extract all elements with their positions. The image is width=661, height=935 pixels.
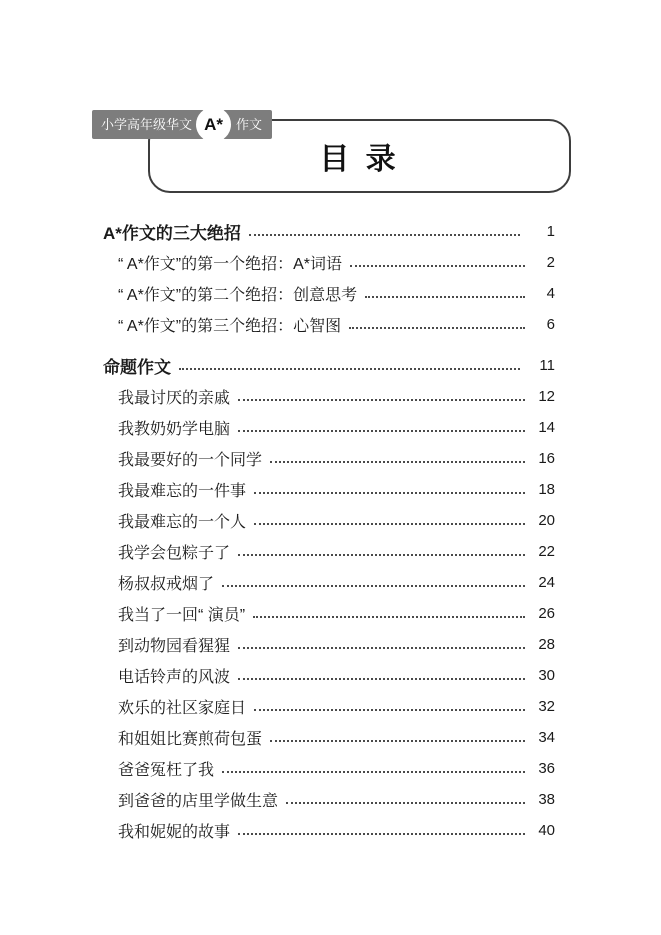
- toc-page-number: 2: [546, 254, 555, 271]
- toc-page-number: 14: [538, 419, 555, 436]
- dot-leader: [238, 554, 525, 556]
- toc-page-number: 30: [538, 667, 555, 684]
- toc-page-number: 12: [538, 388, 555, 405]
- dot-leader: [270, 740, 525, 742]
- toc-entry-label: 到动物园看猩猩: [118, 638, 231, 655]
- toc-page-number: 38: [538, 791, 555, 808]
- toc-entry: [103, 815, 555, 846]
- toc-entry-label: 我和妮妮的故事: [118, 824, 231, 841]
- series-badge-logo: A*: [196, 107, 231, 142]
- toc-page-number: 11: [539, 357, 555, 374]
- toc-entry: [103, 247, 555, 278]
- dot-leader: [349, 327, 525, 329]
- dot-leader: [238, 647, 525, 649]
- toc-entry: [103, 278, 555, 309]
- toc-entry: [103, 691, 555, 722]
- toc-entry: [103, 505, 555, 536]
- toc-section-heading: [103, 216, 555, 247]
- dot-leader: [365, 296, 525, 298]
- series-badge: [92, 107, 272, 142]
- toc-entry-label: 杨叔叔戒烟了: [118, 576, 215, 593]
- toc-entry-label: A*作文的三大绝招: [103, 224, 241, 243]
- toc-page-number: 36: [538, 760, 555, 777]
- toc-section-heading: [103, 350, 555, 381]
- dot-leader: [253, 616, 525, 618]
- dot-leader: [222, 771, 525, 773]
- toc-page-number: 32: [538, 698, 555, 715]
- toc-entry: [103, 567, 555, 598]
- toc-entry: [103, 598, 555, 629]
- toc-entry-label: “ A*作文”的第一个绝招：A*词语: [118, 256, 343, 273]
- toc-page-number: 4: [546, 285, 555, 302]
- toc-entry: [103, 753, 555, 784]
- dot-leader: [350, 265, 525, 267]
- page-title: 目 录: [319, 143, 400, 176]
- dot-leader: [238, 678, 525, 680]
- toc-page-number: 1: [546, 223, 555, 240]
- toc-entry-label: 我教奶奶学电脑: [118, 421, 231, 438]
- toc-page-number: 18: [538, 481, 555, 498]
- toc-page-number: 40: [538, 822, 555, 839]
- toc-page-number: 24: [538, 574, 555, 591]
- toc-entry: [103, 474, 555, 505]
- toc-page-number: 16: [538, 450, 555, 467]
- dot-leader: [254, 709, 525, 711]
- dot-leader: [270, 461, 525, 463]
- toc-entry: [103, 381, 555, 412]
- toc-entry-label: 我当了一回“ 演员”: [118, 607, 246, 624]
- toc-entry-label: 电话铃声的风波: [118, 669, 231, 686]
- toc-entry: [103, 784, 555, 815]
- toc-entry-label: 我最难忘的一个人: [118, 514, 247, 531]
- toc-page-number: 34: [538, 729, 555, 746]
- dot-leader: [238, 430, 525, 432]
- toc-entry-label: “ A*作文”的第三个绝招：心智图: [118, 318, 342, 335]
- toc-entry-label: 我最难忘的一件事: [118, 483, 247, 500]
- dot-leader: [222, 585, 525, 587]
- dot-leader: [238, 833, 525, 835]
- toc-entry-label: 到爸爸的店里学做生意: [118, 793, 279, 810]
- toc-entry-label: 我最讨厌的亲戚: [118, 390, 231, 407]
- toc-entry: [103, 536, 555, 567]
- dot-leader: [254, 492, 525, 494]
- dot-leader: [249, 234, 520, 236]
- toc-entry: [103, 412, 555, 443]
- toc-entry-label: 欢乐的社区家庭日: [118, 700, 247, 717]
- dot-leader: [238, 399, 525, 401]
- dot-leader: [254, 523, 525, 525]
- toc-entry: [103, 722, 555, 753]
- dot-leader: [286, 802, 525, 804]
- series-badge-subject-label: 作文: [223, 110, 272, 139]
- toc-page-number: 6: [546, 316, 555, 333]
- toc-page-number: 20: [538, 512, 555, 529]
- toc-entry-label: 我最要好的一个同学: [118, 452, 263, 469]
- toc-entry: [103, 443, 555, 474]
- toc-entry-label: 和姐姐比赛煎荷包蛋: [118, 731, 263, 748]
- toc-entry: [103, 309, 555, 340]
- toc-section-three-tricks: [103, 216, 555, 340]
- toc-section-titled-compositions: [103, 350, 555, 846]
- toc-entry: [103, 660, 555, 691]
- toc-list: [103, 216, 555, 846]
- toc-entry-label: 我学会包粽子了: [118, 545, 231, 562]
- toc-page-number: 22: [538, 543, 555, 560]
- toc-entry: [103, 629, 555, 660]
- toc-page-number: 28: [538, 636, 555, 653]
- dot-leader: [179, 368, 520, 370]
- series-badge-series-label: 小学高年级华文: [92, 110, 204, 139]
- toc-entry-label: “ A*作文”的第二个绝招：创意思考: [118, 287, 358, 304]
- toc-entry-label: 命题作文: [103, 358, 171, 377]
- toc-entry-label: 爸爸冤枉了我: [118, 762, 215, 779]
- toc-page-number: 26: [538, 605, 555, 622]
